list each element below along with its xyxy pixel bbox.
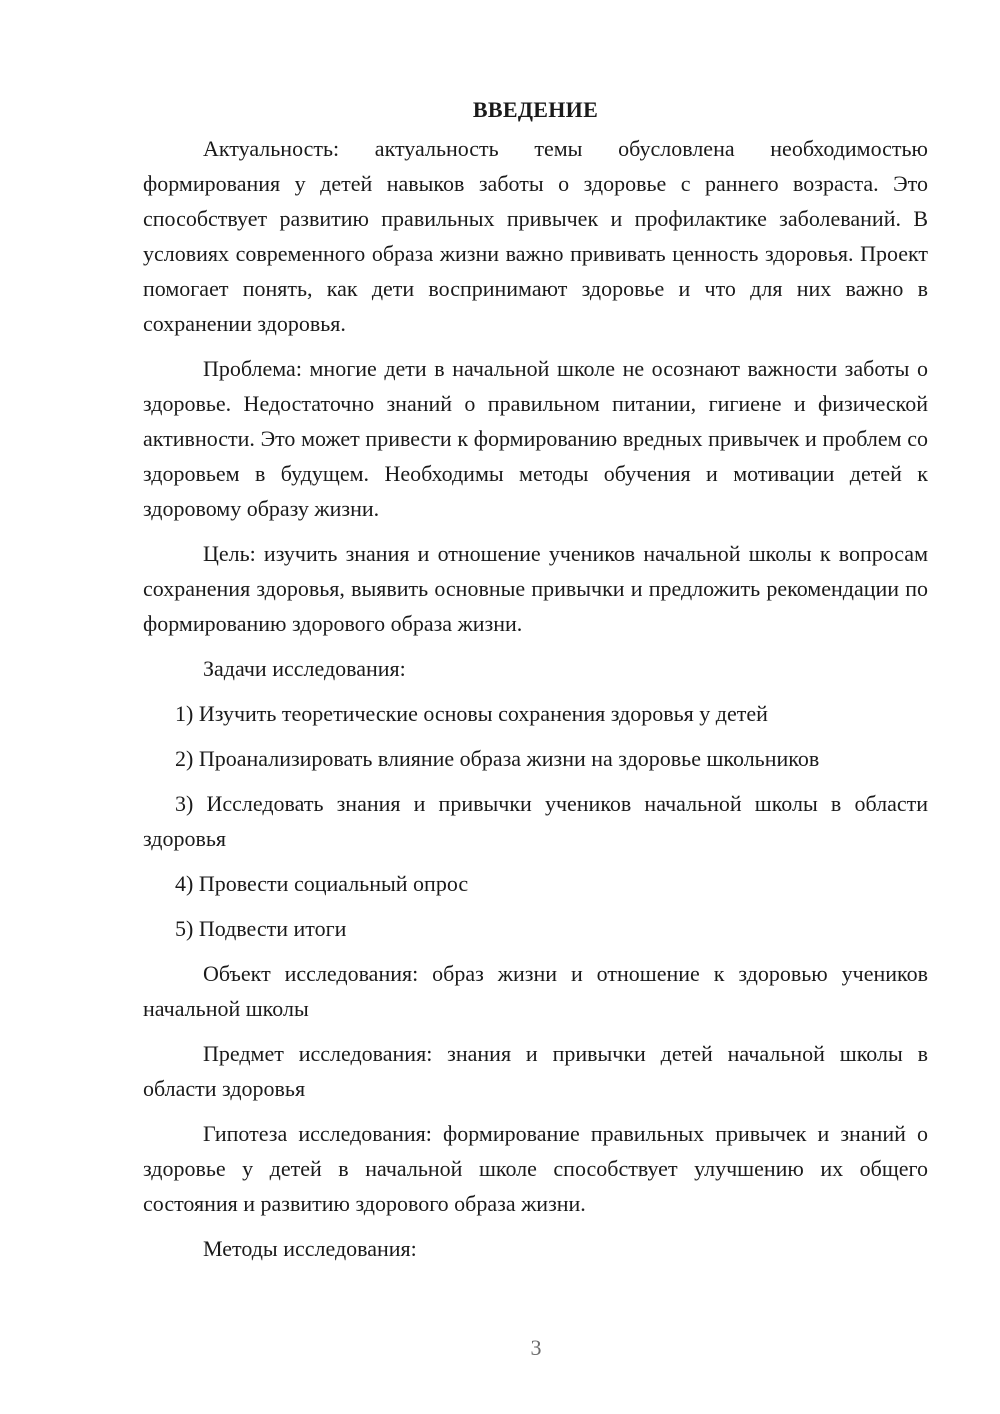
page-number: 3 — [530, 1335, 542, 1360]
methods-heading: Методы исследования: — [203, 1236, 417, 1261]
research-subject-paragraph: Предмет исследования: знания и привычки детей начальной школы в области здоровья — [143, 1041, 928, 1101]
relevance-paragraph: Актуальность: актуальность темы обусловлена необходимостью формирования у детей навыков заботы о здоровье с раннего возраста. Это способствует развитию правильных привычек и профилактике заболеваний. В условиях современного образа жизни важно прививать ценность здоровья. Проект помогает понять, как дети воспринимают здоровье и что для них важно в сохранении здоровья. — [143, 136, 928, 336]
task-item: 3) Исследовать знания и привычки учеников начальной школы в области здоровья — [143, 791, 928, 851]
section-title: ВВЕДЕНИЕ — [472, 97, 599, 122]
goal-paragraph: Цель: изучить знания и отношение учеников начальной школы к вопросам сохранения здоровья, выявить основные привычки и предложить рекомендации по формированию здорового образа жизни. — [143, 541, 928, 636]
hypothesis-paragraph: Гипотеза исследования: формирование правильных привычек и знаний о здоровье у детей в начальной школе способствует улучшению их общего состояния и развитию здорового образа жизни. — [143, 1121, 928, 1216]
research-object-paragraph: Объект исследования: образ жизни и отношение к здоровью учеников начальной школы — [143, 961, 928, 1021]
task-item: 1) Изучить теоретические основы сохранения здоровья у детей — [175, 701, 768, 726]
tasks-list — [143, 696, 928, 946]
task-item: 4) Провести социальный опрос — [175, 871, 469, 896]
document-page — [143, 92, 928, 1276]
task-item: 2) Проанализировать влияние образа жизни на здоровье школьников — [175, 746, 820, 771]
tasks-heading: Задачи исследования: — [203, 656, 406, 681]
task-item: 5) Подвести итоги — [175, 916, 347, 941]
problem-paragraph: Проблема: многие дети в начальной школе не осознают важности заботы о здоровье. Недостаточно знаний о правильном питании, гигиене и физической активности. Это может привести к формированию вредных привычек и проблем со здоровьем в будущем. Необходимы методы обучения и мотивации детей к здоровому образу жизни. — [143, 356, 928, 521]
